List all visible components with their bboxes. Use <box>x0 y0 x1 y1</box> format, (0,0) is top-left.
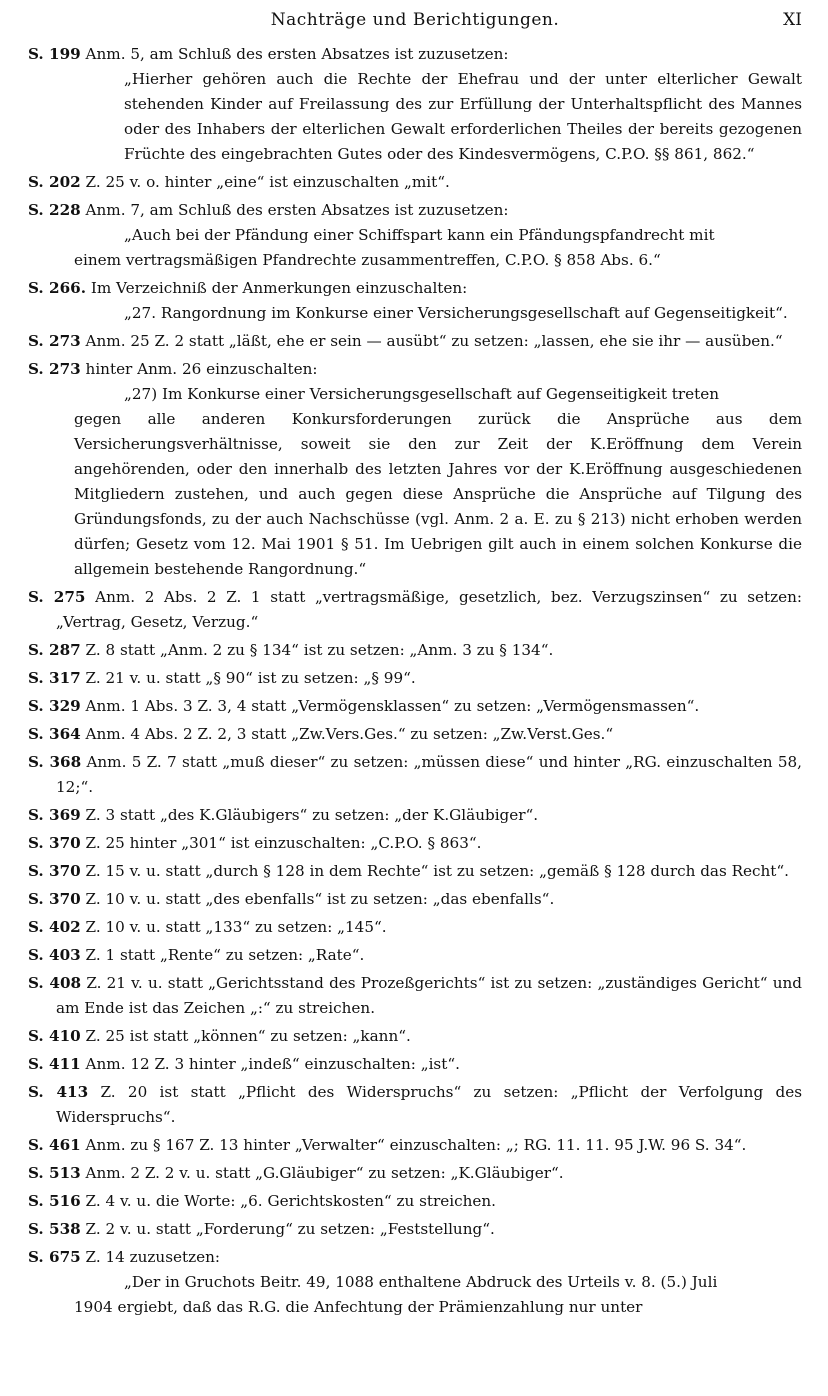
page-ref: S. 413 <box>28 1083 89 1101</box>
corrections-list <box>28 42 802 1320</box>
entry-text: Z. 10 v. u. statt „133“ zu setzen: „145“. <box>85 918 387 936</box>
list-item <box>28 971 802 1021</box>
page-ref: S. 273 <box>28 360 81 378</box>
page-ref: S. 538 <box>28 1220 81 1238</box>
page-number: XI <box>783 10 802 30</box>
page-ref: S. 329 <box>28 697 81 715</box>
entry-text: Z. 10 v. u. statt „des ebenfalls“ ist zu setzen: „das ebenfalls“. <box>85 890 555 908</box>
entry-text: Anm. 1 Abs. 3 Z. 3, 4 statt „Vermögensklassen“ zu setzen: „Vermögensmassen“. <box>85 697 700 715</box>
entry-text: Z. 1 statt „Rente“ zu setzen: „Rate“. <box>85 946 365 964</box>
page-ref: S. 516 <box>28 1192 81 1210</box>
quote-rest: einem vertragsmäßigen Pfandrechte zusammentreffen, C.P.O. § 858 Abs. 6.“ <box>74 251 661 269</box>
list-item <box>28 42 802 167</box>
entry-text: Anm. 2 Z. 2 v. u. statt „G.Gläubiger“ zu setzen: „K.Gläubiger“. <box>85 1164 564 1182</box>
list-item <box>28 694 802 719</box>
page-ref: S. 368 <box>28 753 82 771</box>
entry-text: Z. 8 statt „Anm. 2 zu § 134“ ist zu setzen: „Anm. 3 zu § 134“. <box>85 641 554 659</box>
list-item <box>28 887 802 912</box>
list-item <box>28 585 802 635</box>
quote-text: „Hierher gehören auch die Rechte der Ehefrau und der unter elterlicher Gewalt stehenden Kinder auf Freilassung des zur Erfüllung der Unterhaltspflicht des Mannes oder des Inhabers der elterlichen Gewalt erforderlichen Theiles der bereits gezogenen Früchte des eingebrachten Gutes oder des Kindesvermögens, C.P.O. §§ 861, 862.“ <box>124 70 802 163</box>
list-item <box>28 722 802 747</box>
entry-text: Im Verzeichniß der Anmerkungen einzuschalten: <box>90 279 468 297</box>
quote-first-line: „Der in Gruchots Beitr. 49, 1088 enthaltene Abdruck des Urteils v. 8. (5.) Juli <box>124 1273 718 1291</box>
entry-text: Z. 14 zuzusetzen: <box>85 1248 220 1266</box>
list-item <box>28 1052 802 1077</box>
entry-text: Z. 21 v. u. statt „Gerichtsstand des Prozeßgerichts“ ist zu setzen: „zuständiges Gericht“ und am Ende ist das Zeichen „:“ zu streichen. <box>56 974 803 1017</box>
list-item <box>28 915 802 940</box>
page-ref: S. 461 <box>28 1136 81 1154</box>
list-item <box>28 198 802 273</box>
page-ref: S. 275 <box>28 588 86 606</box>
page-ref: S. 402 <box>28 918 81 936</box>
page-ref: S. 410 <box>28 1027 81 1045</box>
entry-text: Anm. zu § 167 Z. 13 hinter „Verwalter“ einzuschalten: „; RG. 11. 11. 95 J.W. 96 S. 34“. <box>85 1136 747 1154</box>
page-ref: S. 403 <box>28 946 81 964</box>
entry-text: Z. 25 v. o. hinter „eine“ ist einzuschalten „mit“. <box>85 173 450 191</box>
quote-block <box>28 223 802 273</box>
list-item <box>28 170 802 195</box>
page-ref: S. 370 <box>28 890 81 908</box>
list-item <box>28 276 802 326</box>
page-ref: S. 513 <box>28 1164 81 1182</box>
entry-text: Z. 2 v. u. statt „Forderung“ zu setzen: „Feststellung“. <box>85 1220 495 1238</box>
quote-rest: 1904 ergiebt, daß das R.G. die Anfechtung der Prämienzahlung nur unter <box>74 1298 643 1316</box>
page-ref: S. 411 <box>28 1055 81 1073</box>
list-item <box>28 1245 802 1320</box>
quote-first-line: „Auch bei der Pfändung einer Schiffspart kann ein Pfändungspfandrecht mit <box>124 226 715 244</box>
entry-text: Anm. 5 Z. 7 statt „muß dieser“ zu setzen: „müssen diese“ und hinter „RG. einzuschalten 58, 12;“. <box>56 753 802 796</box>
entry-text: Z. 3 statt „des K.Gläubigers“ zu setzen: „der K.Gläubiger“. <box>85 806 539 824</box>
list-item <box>28 831 802 856</box>
list-item <box>28 638 802 663</box>
list-item <box>28 943 802 968</box>
entry-text: hinter Anm. 26 einzuschalten: <box>85 360 318 378</box>
list-item <box>28 666 802 691</box>
entry-text: Z. 15 v. u. statt „durch § 128 in dem Rechte“ ist zu setzen: „gemäß § 128 durch das Recht“. <box>85 862 789 880</box>
list-item <box>28 357 802 582</box>
quote-rest: gegen alle anderen Konkursforderungen zurück die Ansprüche aus dem Versicherungsverhältnisse, soweit sie den zur Zeit der K.Eröffnung dem Verein angehörenden, oder den innerhalb des letzten Jahres vor der K.Eröffnung ausgeschiedenen Mitgliedern zustehen, und auch gegen diese Ansprüche die Ansprüche auf Tilgung des Gründungsfonds, zu der auch Nachschüsse (vgl. Anm. 2 a. E. zu § 213) nicht erhoben werden dürfen; Gesetz vom 12. Mai 1901 § 51. Im Uebrigen gilt auch in einem solchen Konkurse die allgemein bestehende Rangordnung.“ <box>74 410 802 578</box>
page-ref: S. 364 <box>28 725 81 743</box>
quote-block <box>28 1270 802 1320</box>
quote-text: „27. Rangordnung im Konkurse einer Versicherungsgesellschaft auf Gegenseitigkeit“. <box>124 304 788 322</box>
entry-text: Z. 25 hinter „301“ ist einzuschalten: „C.P.O. § 863“. <box>85 834 482 852</box>
entry-text: Anm. 5, am Schluß des ersten Absatzes ist zuzusetzen: <box>85 45 509 63</box>
list-item <box>28 1217 802 1242</box>
list-item <box>28 1024 802 1049</box>
entry-text: Anm. 2 Abs. 2 Z. 1 statt „vertragsmäßige, gesetzlich, bez. Verzugszinsen“ zu setzen: „Vertrag, Gesetz, Verzug.“ <box>56 588 803 631</box>
quote-block <box>28 382 802 582</box>
list-item <box>28 1080 802 1130</box>
list-item <box>28 329 802 354</box>
entry-text: Z. 21 v. u. statt „§ 90“ ist zu setzen: „§ 99“. <box>85 669 416 687</box>
entry-text: Z. 25 ist statt „können“ zu setzen: „kann“. <box>85 1027 411 1045</box>
entry-text: Z. 20 ist statt „Pflicht des Widerspruchs“ zu setzen: „Pflicht der Verfolgung des Widerspruchs“. <box>56 1083 802 1126</box>
page-ref: S. 266. <box>28 279 86 297</box>
page-header <box>28 0 802 40</box>
page-ref: S. 370 <box>28 862 81 880</box>
page-ref: S. 369 <box>28 806 81 824</box>
page-ref: S. 273 <box>28 332 81 350</box>
list-item <box>28 1189 802 1214</box>
page-ref: S. 287 <box>28 641 81 659</box>
page-ref: S. 675 <box>28 1248 81 1266</box>
running-title: Nachträge und Berichtigungen. <box>270 10 560 30</box>
page-ref: S. 228 <box>28 201 81 219</box>
page-ref: S. 370 <box>28 834 81 852</box>
list-item <box>28 1133 802 1158</box>
list-item <box>28 1161 802 1186</box>
entry-text: Z. 4 v. u. die Worte: „6. Gerichtskosten“ zu streichen. <box>85 1192 496 1210</box>
page-ref: S. 317 <box>28 669 81 687</box>
list-item <box>28 750 802 800</box>
quote-first-line: „27) Im Konkurse einer Versicherungsgesellschaft auf Gegenseitigkeit treten <box>124 385 719 403</box>
page-ref: S. 202 <box>28 173 81 191</box>
page-ref: S. 199 <box>28 45 81 63</box>
entry-text: Anm. 25 Z. 2 statt „läßt, ehe er sein — ausübt“ zu setzen: „lassen, ehe sie ihr — ausüben.“ <box>85 332 783 350</box>
entry-text: Anm. 4 Abs. 2 Z. 2, 3 statt „Zw.Vers.Ges.“ zu setzen: „Zw.Verst.Ges.“ <box>85 725 614 743</box>
entry-text: Anm. 12 Z. 3 hinter „indeß“ einzuschalten: „ist“. <box>85 1055 460 1073</box>
entry-text: Anm. 7, am Schluß des ersten Absatzes ist zuzusetzen: <box>85 201 509 219</box>
page-ref: S. 408 <box>28 974 82 992</box>
list-item <box>28 859 802 884</box>
list-item <box>28 803 802 828</box>
